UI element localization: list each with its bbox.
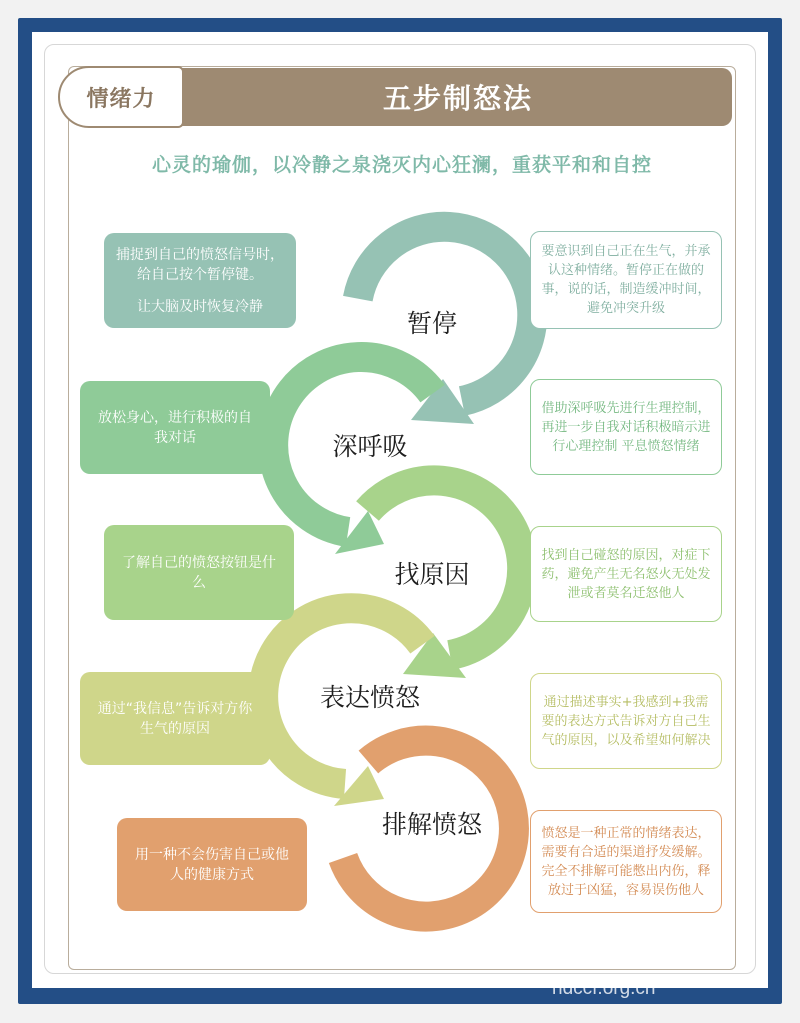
step-2-tip-box bbox=[80, 381, 270, 474]
step-2-detail-text: 借助深呼吸先进行生理控制，再进一步自我对话积极暗示进行心理控制 平息愤怒情绪 bbox=[541, 400, 711, 454]
step-1-detail-box bbox=[530, 231, 722, 329]
step-label-express: 表达愤怒 bbox=[319, 683, 421, 712]
category-tab: 情绪力 bbox=[58, 66, 184, 128]
step-label-breathe: 深呼吸 bbox=[332, 432, 408, 461]
step-1-tip-text: 捕捉到自己的愤怒信号时，给自己按个暂停键。 bbox=[116, 246, 284, 283]
step-1-tip-note: 让大脑及时恢复冷静 bbox=[137, 298, 263, 315]
subtitle: 心灵的瑜伽，以冷静之泉浇灭内心狂澜，重获平和和自控 bbox=[151, 154, 652, 176]
step-5-detail-box bbox=[530, 810, 722, 913]
watermark: hdccf.org.cn bbox=[552, 978, 656, 999]
step-5-detail-text: 愤怒是一种正常的情绪表达，需要有合适的渠道抒发缓解。完全不排解可能憋出内伤，释放过于凶猛，容易误伤他人 bbox=[541, 825, 711, 898]
step-3-detail-box bbox=[530, 526, 722, 622]
step-1-tip-box bbox=[104, 233, 296, 328]
step-4-tip-box bbox=[80, 672, 270, 765]
step-label-release: 排解愤怒 bbox=[381, 810, 483, 839]
step-2-detail-box bbox=[530, 379, 722, 475]
step-4-detail-text: 通过描述事实+我感到+我需要的表达方式告诉对方自己生气的原因，以及希望如何解决 bbox=[541, 694, 711, 748]
step-5-tip-text: 用一种不会伤害自己或他人的健康方式 bbox=[135, 846, 289, 883]
step-2-tip-text: 放松身心，进行积极的自我对话 bbox=[98, 409, 252, 446]
step-4-tip-text: 通过“我信息”告诉对方你生气的原因 bbox=[97, 700, 253, 737]
step-label-find-cause: 找原因 bbox=[394, 560, 470, 589]
step-5-tip-box bbox=[117, 818, 307, 911]
step-4-detail-box bbox=[530, 673, 722, 769]
page-title: 五步制怒法 bbox=[382, 82, 533, 115]
step-label-pause: 暂停 bbox=[406, 309, 458, 338]
step-3-tip-text: 了解自己的愤怒按钮是什么 bbox=[122, 554, 276, 591]
step-1-detail-text: 要意识到自己正在生气，并承认这种情绪。暂停正在做的事，说的话，制造缓冲时间，避免冲突升级 bbox=[541, 244, 711, 316]
step-3-tip-box bbox=[104, 525, 294, 620]
step-3-detail-text: 找到自己碰怒的原因，对症下药，避免产生无名怒火无处发泄或者莫名迁怒他人 bbox=[541, 547, 711, 601]
